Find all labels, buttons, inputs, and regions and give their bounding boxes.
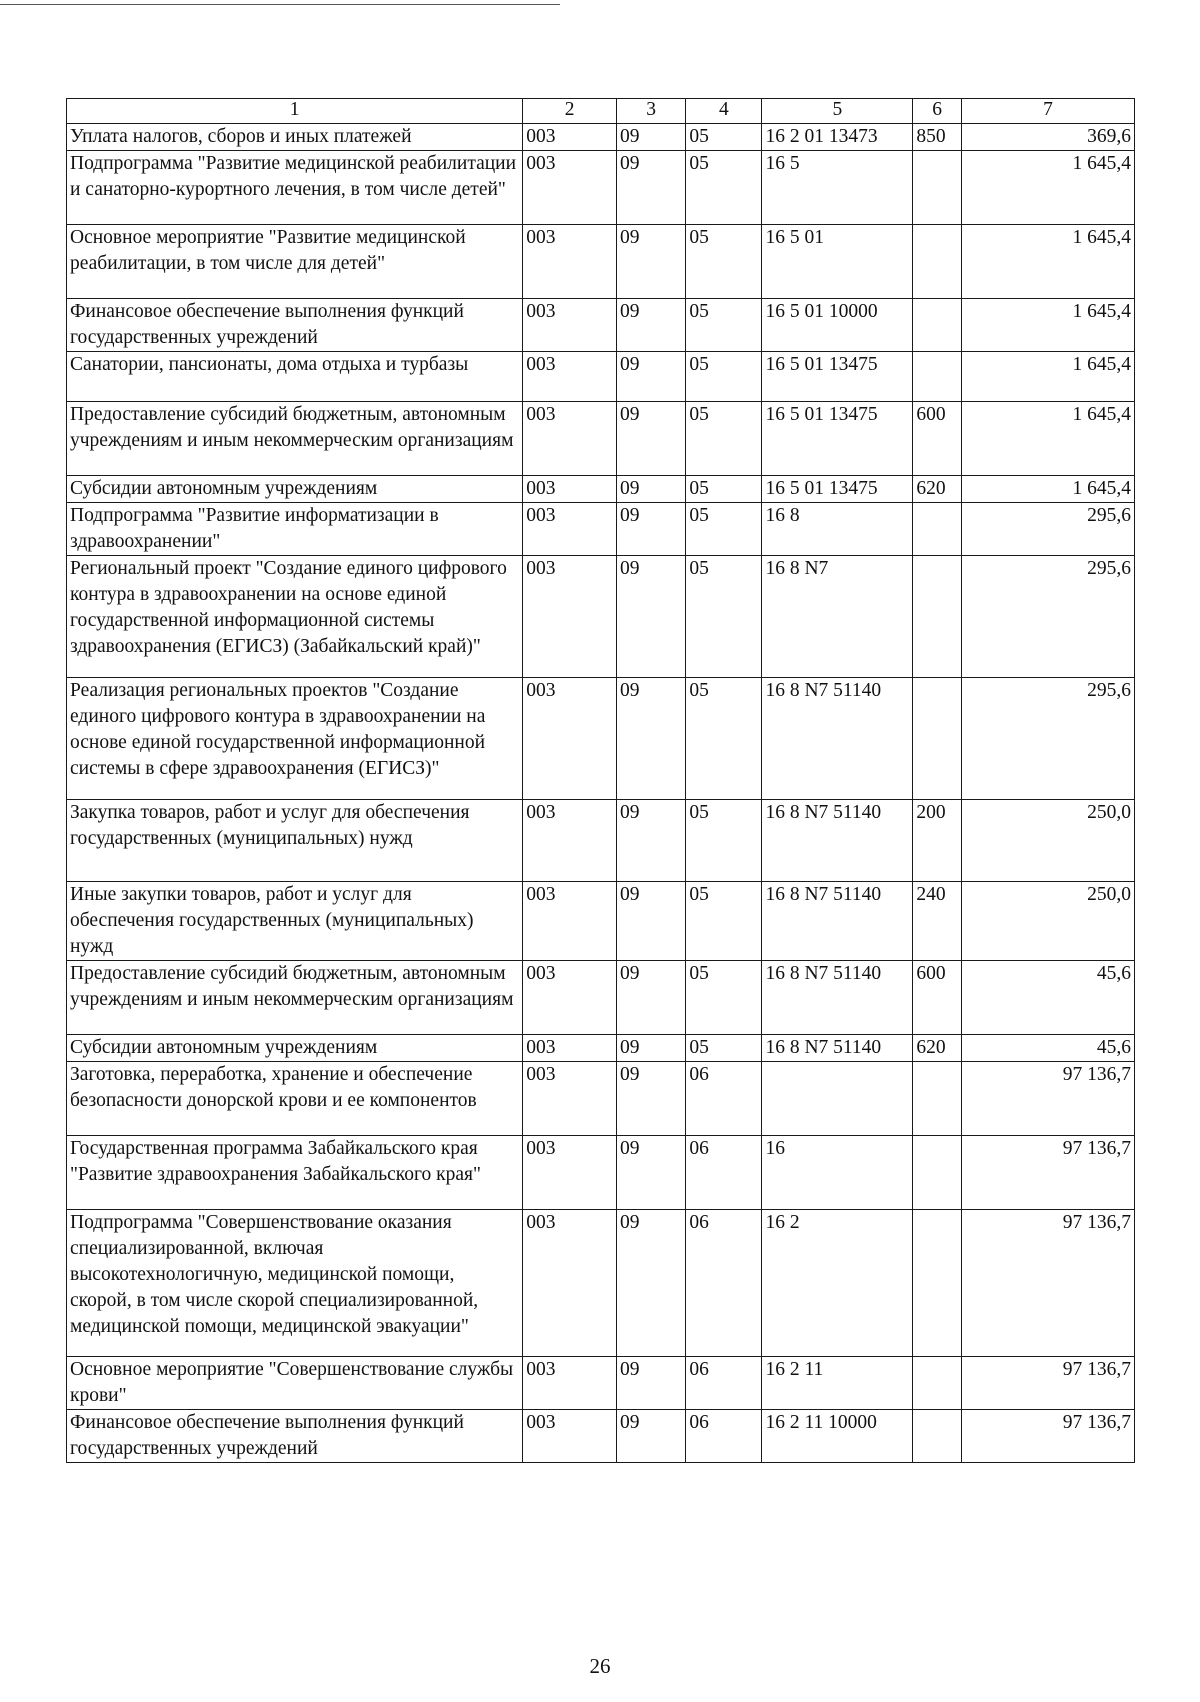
row-col-6 — [913, 299, 961, 352]
row-col-5 — [762, 1062, 913, 1136]
row-col-3: 09 — [616, 678, 685, 800]
row-name: Предоставление субсидий бюджетным, автономным учреждениям и иным некоммерческим организациям — [67, 961, 523, 1035]
row-name: Подпрограмма "Развитие медицинской реабилитации и санаторно-курортного лечения, в том числе детей" — [67, 151, 523, 225]
row-amount: 97 136,7 — [961, 1410, 1134, 1463]
row-col-3: 09 — [616, 1210, 685, 1357]
row-name: Уплата налогов, сборов и иных платежей — [67, 124, 523, 151]
header-col-1: 1 — [67, 99, 523, 124]
row-col-5: 16 5 01 13475 — [762, 352, 913, 402]
row-name: Субсидии автономным учреждениям — [67, 476, 523, 503]
row-col-6: 200 — [913, 800, 961, 882]
table-row — [67, 124, 1135, 151]
row-col-4: 06 — [686, 1410, 762, 1463]
table-row — [67, 556, 1135, 678]
row-name: Подпрограмма "Развитие информатизации в здравоохранении" — [67, 503, 523, 556]
budget-table — [66, 98, 1135, 1463]
row-col-5: 16 2 01 13473 — [762, 124, 913, 151]
row-name: Основное мероприятие "Совершенствование службы крови" — [67, 1357, 523, 1410]
row-col-3: 09 — [616, 1357, 685, 1410]
row-col-6: 600 — [913, 961, 961, 1035]
row-name: Заготовка, переработка, хранение и обеспечение безопасности донорской крови и ее компонентов — [67, 1062, 523, 1136]
row-col-2: 003 — [523, 1062, 617, 1136]
row-name: Подпрограмма "Совершенствование оказания специализированной, включая высокотехнологичную, медицинской помощи, скорой, в том числе скорой специализированной, медицинской помощи, медицинской эвакуации" — [67, 1210, 523, 1357]
row-col-6 — [913, 1357, 961, 1410]
row-col-5: 16 5 — [762, 151, 913, 225]
row-col-6 — [913, 678, 961, 800]
header-col-3: 3 — [616, 99, 685, 124]
table-row — [67, 1136, 1135, 1210]
row-col-5: 16 8 N7 51140 — [762, 678, 913, 800]
header-col-2: 2 — [523, 99, 617, 124]
row-col-5: 16 5 01 13475 — [762, 476, 913, 503]
row-amount: 295,6 — [961, 678, 1134, 800]
table-row — [67, 1410, 1135, 1463]
row-col-3: 09 — [616, 124, 685, 151]
row-name: Санатории, пансионаты, дома отдыха и турбазы — [67, 352, 523, 402]
header-col-7: 7 — [961, 99, 1134, 124]
row-col-2: 003 — [523, 299, 617, 352]
table-row — [67, 151, 1135, 225]
table-row — [67, 678, 1135, 800]
row-name: Финансовое обеспечение выполнения функций государственных учреждений — [67, 299, 523, 352]
row-col-4: 05 — [686, 961, 762, 1035]
row-col-6 — [913, 352, 961, 402]
table-row — [67, 800, 1135, 882]
row-name: Финансовое обеспечение выполнения функций государственных учреждений — [67, 1410, 523, 1463]
row-amount: 250,0 — [961, 800, 1134, 882]
row-col-5: 16 8 N7 51140 — [762, 1035, 913, 1062]
row-col-2: 003 — [523, 1210, 617, 1357]
row-col-5: 16 2 — [762, 1210, 913, 1357]
header-row — [67, 99, 1135, 124]
row-amount: 97 136,7 — [961, 1210, 1134, 1357]
row-col-6 — [913, 151, 961, 225]
row-amount: 250,0 — [961, 882, 1134, 961]
row-amount: 1 645,4 — [961, 402, 1134, 476]
row-amount: 1 645,4 — [961, 299, 1134, 352]
row-col-3: 09 — [616, 1035, 685, 1062]
table-row — [67, 503, 1135, 556]
row-name: Реализация региональных проектов "Создание единого цифрового контура в здравоохранении на основе единой государственной информационной системы в сфере здравоохранения (ЕГИСЗ)" — [67, 678, 523, 800]
table-row — [67, 1062, 1135, 1136]
row-col-5: 16 8 N7 51140 — [762, 961, 913, 1035]
row-col-2: 003 — [523, 124, 617, 151]
table-row — [67, 225, 1135, 299]
row-col-2: 003 — [523, 1410, 617, 1463]
header-col-6: 6 — [913, 99, 961, 124]
top-edge-line — [0, 4, 560, 5]
row-amount: 1 645,4 — [961, 352, 1134, 402]
row-col-3: 09 — [616, 299, 685, 352]
header-col-4: 4 — [686, 99, 762, 124]
row-name: Иные закупки товаров, работ и услуг для обеспечения государственных (муниципальных) нужд — [67, 882, 523, 961]
table-row — [67, 352, 1135, 402]
row-col-5: 16 2 11 — [762, 1357, 913, 1410]
row-amount: 369,6 — [961, 124, 1134, 151]
row-col-5: 16 8 N7 51140 — [762, 882, 913, 961]
row-col-4: 05 — [686, 1035, 762, 1062]
row-col-2: 003 — [523, 503, 617, 556]
row-col-6 — [913, 1062, 961, 1136]
row-col-2: 003 — [523, 800, 617, 882]
row-col-2: 003 — [523, 556, 617, 678]
row-col-4: 05 — [686, 225, 762, 299]
row-col-4: 05 — [686, 503, 762, 556]
row-col-4: 05 — [686, 800, 762, 882]
row-col-6 — [913, 225, 961, 299]
row-col-6 — [913, 1210, 961, 1357]
row-col-5: 16 8 N7 51140 — [762, 800, 913, 882]
row-name: Субсидии автономным учреждениям — [67, 1035, 523, 1062]
row-col-3: 09 — [616, 476, 685, 503]
row-col-5: 16 — [762, 1136, 913, 1210]
row-col-3: 09 — [616, 961, 685, 1035]
row-col-2: 003 — [523, 402, 617, 476]
row-col-3: 09 — [616, 1136, 685, 1210]
row-col-5: 16 5 01 13475 — [762, 402, 913, 476]
row-col-5: 16 8 N7 — [762, 556, 913, 678]
row-col-4: 05 — [686, 124, 762, 151]
row-col-2: 003 — [523, 352, 617, 402]
row-name: Основное мероприятие "Развитие медицинской реабилитации, в том числе для детей" — [67, 225, 523, 299]
row-col-4: 05 — [686, 476, 762, 503]
row-col-5: 16 5 01 10000 — [762, 299, 913, 352]
row-name: Региональный проект "Создание единого цифрового контура в здравоохранении на основе единой государственной информационной системы здравоохранения (ЕГИСЗ) (Забайкальский край)" — [67, 556, 523, 678]
row-col-6 — [913, 503, 961, 556]
row-col-6 — [913, 556, 961, 678]
row-amount: 97 136,7 — [961, 1062, 1134, 1136]
table-row — [67, 1035, 1135, 1062]
row-col-4: 05 — [686, 882, 762, 961]
row-col-4: 05 — [686, 556, 762, 678]
row-col-3: 09 — [616, 225, 685, 299]
row-amount: 1 645,4 — [961, 225, 1134, 299]
row-col-3: 09 — [616, 556, 685, 678]
row-amount: 1 645,4 — [961, 151, 1134, 225]
row-col-2: 003 — [523, 1136, 617, 1210]
row-col-6 — [913, 1136, 961, 1210]
row-amount: 45,6 — [961, 961, 1134, 1035]
row-col-2: 003 — [523, 225, 617, 299]
row-col-3: 09 — [616, 800, 685, 882]
row-col-4: 06 — [686, 1136, 762, 1210]
row-amount: 97 136,7 — [961, 1357, 1134, 1410]
row-col-2: 003 — [523, 961, 617, 1035]
row-amount: 45,6 — [961, 1035, 1134, 1062]
table-row — [67, 1210, 1135, 1357]
row-col-3: 09 — [616, 1062, 685, 1136]
row-col-3: 09 — [616, 1410, 685, 1463]
row-name: Закупка товаров, работ и услуг для обеспечения государственных (муниципальных) нужд — [67, 800, 523, 882]
row-col-3: 09 — [616, 882, 685, 961]
row-col-2: 003 — [523, 476, 617, 503]
row-col-4: 06 — [686, 1210, 762, 1357]
row-col-6 — [913, 1410, 961, 1463]
row-col-5: 16 8 — [762, 503, 913, 556]
row-col-2: 003 — [523, 1035, 617, 1062]
row-col-3: 09 — [616, 151, 685, 225]
row-amount: 97 136,7 — [961, 1136, 1134, 1210]
row-col-6: 600 — [913, 402, 961, 476]
row-col-4: 05 — [686, 678, 762, 800]
row-col-2: 003 — [523, 151, 617, 225]
row-col-4: 05 — [686, 299, 762, 352]
row-name: Предоставление субсидий бюджетным, автономным учреждениям и иным некоммерческим организациям — [67, 402, 523, 476]
row-col-6: 620 — [913, 476, 961, 503]
table-row — [67, 476, 1135, 503]
row-col-3: 09 — [616, 402, 685, 476]
row-name: Государственная программа Забайкальского края "Развитие здравоохранения Забайкальского края" — [67, 1136, 523, 1210]
header-col-5: 5 — [762, 99, 913, 124]
row-col-4: 06 — [686, 1062, 762, 1136]
row-col-6: 620 — [913, 1035, 961, 1062]
row-col-4: 05 — [686, 151, 762, 225]
table-row — [67, 1357, 1135, 1410]
table-row — [67, 402, 1135, 476]
row-col-2: 003 — [523, 1357, 617, 1410]
row-col-6: 850 — [913, 124, 961, 151]
row-amount: 1 645,4 — [961, 476, 1134, 503]
row-col-5: 16 5 01 — [762, 225, 913, 299]
table-row — [67, 882, 1135, 961]
row-col-3: 09 — [616, 503, 685, 556]
row-col-3: 09 — [616, 352, 685, 402]
table-row — [67, 961, 1135, 1035]
row-col-5: 16 2 11 10000 — [762, 1410, 913, 1463]
row-col-2: 003 — [523, 882, 617, 961]
row-col-6: 240 — [913, 882, 961, 961]
table-row — [67, 299, 1135, 352]
row-col-4: 05 — [686, 402, 762, 476]
row-col-2: 003 — [523, 678, 617, 800]
row-amount: 295,6 — [961, 503, 1134, 556]
row-col-4: 06 — [686, 1357, 762, 1410]
row-amount: 295,6 — [961, 556, 1134, 678]
page-number: 26 — [589, 1654, 611, 1678]
row-col-4: 05 — [686, 352, 762, 402]
